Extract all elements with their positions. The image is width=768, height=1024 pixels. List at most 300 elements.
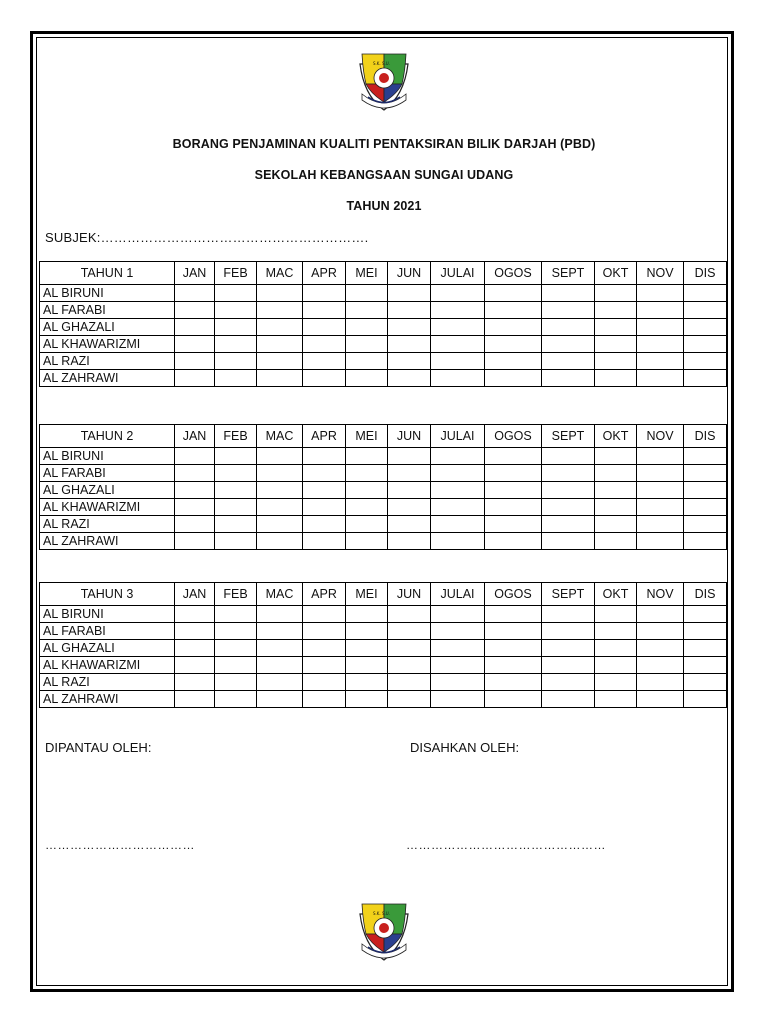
table-row: [40, 353, 727, 370]
table-header-row: [40, 583, 727, 606]
month-cell[interactable]: [346, 465, 388, 482]
month-cell[interactable]: [303, 606, 346, 623]
class-name-cell: AL GHAZALI: [40, 482, 175, 499]
month-cell[interactable]: [215, 370, 257, 387]
month-cell[interactable]: [684, 499, 727, 516]
month-cell[interactable]: [431, 448, 485, 465]
month-cell[interactable]: [637, 499, 684, 516]
month-cell[interactable]: [542, 499, 595, 516]
month-cell[interactable]: [485, 285, 542, 302]
month-cell[interactable]: [637, 674, 684, 691]
month-cell[interactable]: [431, 657, 485, 674]
year-title: TAHUN 2021: [346, 199, 422, 213]
month-cell[interactable]: [485, 691, 542, 708]
month-cell[interactable]: [542, 674, 595, 691]
school-crest-icon: [354, 50, 414, 116]
table-row: [40, 606, 727, 623]
month-cell[interactable]: [542, 302, 595, 319]
month-cell[interactable]: [684, 353, 727, 370]
month-cell[interactable]: [485, 533, 542, 550]
month-cell[interactable]: [388, 285, 431, 302]
class-name-cell: AL ZAHRAWI: [40, 533, 175, 550]
year-header: TAHUN 2: [40, 425, 175, 448]
month-cell[interactable]: [346, 353, 388, 370]
month-cell[interactable]: [257, 533, 303, 550]
month-cell[interactable]: [346, 533, 388, 550]
month-cell[interactable]: [595, 336, 637, 353]
month-cell[interactable]: [257, 285, 303, 302]
month-cell[interactable]: [595, 482, 637, 499]
month-cell[interactable]: [257, 691, 303, 708]
table-row: [40, 674, 727, 691]
month-cell[interactable]: [388, 448, 431, 465]
month-header: SEPT: [542, 425, 595, 448]
month-cell[interactable]: [431, 465, 485, 482]
month-cell[interactable]: [542, 533, 595, 550]
month-cell[interactable]: [684, 606, 727, 623]
crest-text: S.K. S.U.: [373, 911, 390, 916]
month-cell[interactable]: [303, 623, 346, 640]
month-cell[interactable]: [431, 499, 485, 516]
month-cell[interactable]: [303, 370, 346, 387]
month-header: MAC: [257, 425, 303, 448]
month-cell[interactable]: [637, 606, 684, 623]
month-cell[interactable]: [485, 606, 542, 623]
month-cell[interactable]: [388, 691, 431, 708]
month-cell[interactable]: [684, 657, 727, 674]
month-cell[interactable]: [388, 302, 431, 319]
month-cell[interactable]: [257, 336, 303, 353]
month-cell[interactable]: [346, 482, 388, 499]
month-cell[interactable]: [175, 623, 215, 640]
month-cell[interactable]: [303, 336, 346, 353]
table-row: [40, 640, 727, 657]
table-row: [40, 482, 727, 499]
month-cell[interactable]: [257, 302, 303, 319]
month-cell[interactable]: [595, 285, 637, 302]
month-cell[interactable]: [485, 336, 542, 353]
month-cell[interactable]: [637, 482, 684, 499]
month-cell[interactable]: [388, 482, 431, 499]
month-cell[interactable]: [485, 674, 542, 691]
month-cell[interactable]: [595, 657, 637, 674]
month-cell[interactable]: [215, 533, 257, 550]
month-cell[interactable]: [637, 657, 684, 674]
month-cell[interactable]: [485, 499, 542, 516]
month-header: SEPT: [542, 583, 595, 606]
month-cell[interactable]: [637, 285, 684, 302]
month-cell[interactable]: [485, 657, 542, 674]
month-header: OKT: [595, 262, 637, 285]
month-cell[interactable]: [485, 353, 542, 370]
month-cell[interactable]: [431, 533, 485, 550]
table-row: [40, 448, 727, 465]
month-cell[interactable]: [431, 482, 485, 499]
month-cell[interactable]: [637, 640, 684, 657]
month-cell[interactable]: [215, 657, 257, 674]
table-row: [40, 516, 727, 533]
month-header: APR: [303, 583, 346, 606]
month-cell[interactable]: [595, 448, 637, 465]
month-cell[interactable]: [388, 499, 431, 516]
month-cell[interactable]: [485, 482, 542, 499]
month-header: OGOS: [485, 583, 542, 606]
month-cell[interactable]: [431, 285, 485, 302]
month-cell[interactable]: [637, 319, 684, 336]
month-cell[interactable]: [215, 319, 257, 336]
month-cell[interactable]: [637, 465, 684, 482]
month-cell[interactable]: [637, 370, 684, 387]
month-header: OGOS: [485, 425, 542, 448]
month-header: FEB: [215, 583, 257, 606]
month-cell[interactable]: [215, 448, 257, 465]
month-cell[interactable]: [595, 640, 637, 657]
table-row: [40, 691, 727, 708]
month-cell[interactable]: [684, 302, 727, 319]
month-cell[interactable]: [542, 482, 595, 499]
month-cell[interactable]: [303, 640, 346, 657]
month-cell[interactable]: [303, 285, 346, 302]
month-cell[interactable]: [215, 516, 257, 533]
month-cell[interactable]: [431, 623, 485, 640]
month-cell[interactable]: [303, 533, 346, 550]
month-cell[interactable]: [175, 606, 215, 623]
month-header: JAN: [175, 425, 215, 448]
month-cell[interactable]: [257, 319, 303, 336]
school-name: SEKOLAH KEBANGSAAN SUNGAI UDANG: [254, 168, 514, 182]
class-name-cell: AL BIRUNI: [40, 448, 175, 465]
month-header: SEPT: [542, 262, 595, 285]
month-cell[interactable]: [175, 319, 215, 336]
month-cell[interactable]: [215, 285, 257, 302]
month-cell[interactable]: [346, 606, 388, 623]
table-row: [40, 370, 727, 387]
month-cell[interactable]: [175, 516, 215, 533]
month-cell[interactable]: [215, 623, 257, 640]
month-cell[interactable]: [684, 516, 727, 533]
month-cell[interactable]: [684, 533, 727, 550]
month-cell[interactable]: [175, 448, 215, 465]
month-cell[interactable]: [388, 606, 431, 623]
month-cell[interactable]: [346, 674, 388, 691]
month-cell[interactable]: [303, 674, 346, 691]
month-header: JULAI: [431, 262, 485, 285]
month-cell[interactable]: [485, 623, 542, 640]
month-cell[interactable]: [388, 657, 431, 674]
table-row: [40, 285, 727, 302]
month-cell[interactable]: [257, 606, 303, 623]
month-cell[interactable]: [257, 657, 303, 674]
table-row: [40, 623, 727, 640]
month-cell[interactable]: [431, 674, 485, 691]
month-cell[interactable]: [346, 285, 388, 302]
month-cell[interactable]: [346, 336, 388, 353]
month-cell[interactable]: [431, 319, 485, 336]
month-cell[interactable]: [175, 533, 215, 550]
month-header: JUN: [388, 262, 431, 285]
month-cell[interactable]: [684, 691, 727, 708]
month-header: NOV: [637, 583, 684, 606]
month-cell[interactable]: [175, 482, 215, 499]
month-cell[interactable]: [637, 691, 684, 708]
month-cell[interactable]: [346, 319, 388, 336]
month-header: JUN: [388, 425, 431, 448]
month-cell[interactable]: [257, 516, 303, 533]
month-cell[interactable]: [595, 370, 637, 387]
month-cell[interactable]: [595, 353, 637, 370]
approved-by-signature-line: …………………………………………: [406, 838, 606, 852]
month-cell[interactable]: [595, 319, 637, 336]
month-cell[interactable]: [595, 465, 637, 482]
month-header: DIS: [684, 262, 727, 285]
month-cell[interactable]: [257, 370, 303, 387]
month-cell[interactable]: [303, 482, 346, 499]
month-cell[interactable]: [485, 448, 542, 465]
month-cell[interactable]: [388, 336, 431, 353]
month-cell[interactable]: [431, 302, 485, 319]
month-cell[interactable]: [215, 482, 257, 499]
class-name-cell: AL ZAHRAWI: [40, 691, 175, 708]
month-cell[interactable]: [431, 640, 485, 657]
month-cell[interactable]: [175, 691, 215, 708]
month-cell[interactable]: [431, 691, 485, 708]
class-name-cell: AL KHAWARIZMI: [40, 657, 175, 674]
month-cell[interactable]: [175, 640, 215, 657]
month-cell[interactable]: [257, 674, 303, 691]
month-header: MEI: [346, 425, 388, 448]
month-cell[interactable]: [637, 448, 684, 465]
month-cell[interactable]: [346, 657, 388, 674]
class-name-cell: AL GHAZALI: [40, 319, 175, 336]
month-cell[interactable]: [388, 674, 431, 691]
month-header: JAN: [175, 262, 215, 285]
month-cell[interactable]: [257, 499, 303, 516]
table-row: [40, 465, 727, 482]
month-cell[interactable]: [346, 448, 388, 465]
month-cell[interactable]: [684, 319, 727, 336]
month-cell[interactable]: [637, 623, 684, 640]
month-cell[interactable]: [637, 336, 684, 353]
table-tahun-2: [39, 424, 727, 550]
table-tahun-1: [39, 261, 727, 387]
month-cell[interactable]: [542, 353, 595, 370]
month-cell[interactable]: [542, 606, 595, 623]
class-name-cell: AL KHAWARIZMI: [40, 499, 175, 516]
month-cell[interactable]: [485, 516, 542, 533]
month-cell[interactable]: [175, 336, 215, 353]
month-cell[interactable]: [542, 448, 595, 465]
class-name-cell: AL RAZI: [40, 674, 175, 691]
month-cell[interactable]: [595, 533, 637, 550]
month-cell[interactable]: [595, 674, 637, 691]
month-header: DIS: [684, 583, 727, 606]
month-cell[interactable]: [303, 465, 346, 482]
month-cell[interactable]: [303, 516, 346, 533]
month-cell[interactable]: [215, 353, 257, 370]
table-row: [40, 319, 727, 336]
month-cell[interactable]: [215, 336, 257, 353]
month-cell[interactable]: [595, 499, 637, 516]
month-cell[interactable]: [431, 336, 485, 353]
year-header: TAHUN 3: [40, 583, 175, 606]
month-cell[interactable]: [595, 302, 637, 319]
month-cell[interactable]: [346, 370, 388, 387]
month-header: MAC: [257, 262, 303, 285]
class-name-cell: AL FARABI: [40, 465, 175, 482]
month-header: OKT: [595, 583, 637, 606]
month-cell[interactable]: [637, 353, 684, 370]
class-name-cell: AL BIRUNI: [40, 285, 175, 302]
month-cell[interactable]: [431, 370, 485, 387]
class-name-cell: AL ZAHRAWI: [40, 370, 175, 387]
school-crest-icon: [354, 900, 414, 966]
month-header: FEB: [215, 425, 257, 448]
month-cell[interactable]: [388, 640, 431, 657]
month-header: DIS: [684, 425, 727, 448]
month-cell[interactable]: [175, 285, 215, 302]
month-cell[interactable]: [684, 448, 727, 465]
month-cell[interactable]: [542, 623, 595, 640]
monitored-by-label: DIPANTAU OLEH:: [45, 740, 152, 755]
month-cell[interactable]: [485, 465, 542, 482]
month-cell[interactable]: [542, 465, 595, 482]
table-header-row: [40, 262, 727, 285]
month-header: JUN: [388, 583, 431, 606]
month-cell[interactable]: [215, 674, 257, 691]
month-cell[interactable]: [346, 640, 388, 657]
month-cell[interactable]: [257, 353, 303, 370]
month-cell[interactable]: [175, 657, 215, 674]
month-header: JAN: [175, 583, 215, 606]
month-cell[interactable]: [388, 533, 431, 550]
month-cell[interactable]: [215, 606, 257, 623]
month-cell[interactable]: [388, 516, 431, 533]
month-cell[interactable]: [431, 353, 485, 370]
month-cell[interactable]: [542, 640, 595, 657]
subject-field: SUBJEK:…………………………………………………….: [45, 230, 369, 245]
month-cell[interactable]: [542, 285, 595, 302]
month-cell[interactable]: [303, 691, 346, 708]
month-cell[interactable]: [485, 319, 542, 336]
month-cell[interactable]: [257, 640, 303, 657]
month-cell[interactable]: [388, 465, 431, 482]
month-cell[interactable]: [542, 657, 595, 674]
month-cell[interactable]: [215, 691, 257, 708]
month-cell[interactable]: [431, 516, 485, 533]
year-header: TAHUN 1: [40, 262, 175, 285]
month-cell[interactable]: [175, 674, 215, 691]
month-header: APR: [303, 425, 346, 448]
month-cell[interactable]: [303, 448, 346, 465]
month-cell[interactable]: [175, 370, 215, 387]
month-cell[interactable]: [595, 606, 637, 623]
month-cell[interactable]: [431, 606, 485, 623]
month-cell[interactable]: [542, 319, 595, 336]
month-cell[interactable]: [684, 640, 727, 657]
class-name-cell: AL FARABI: [40, 302, 175, 319]
month-cell[interactable]: [215, 465, 257, 482]
month-cell[interactable]: [346, 302, 388, 319]
month-cell[interactable]: [684, 285, 727, 302]
month-cell[interactable]: [388, 623, 431, 640]
month-cell[interactable]: [485, 370, 542, 387]
month-header: OKT: [595, 425, 637, 448]
table-row: [40, 657, 727, 674]
month-cell[interactable]: [542, 336, 595, 353]
month-cell[interactable]: [175, 465, 215, 482]
month-cell[interactable]: [684, 482, 727, 499]
class-name-cell: AL KHAWARIZMI: [40, 336, 175, 353]
approved-by-label: DISAHKAN OLEH:: [410, 740, 520, 755]
month-cell[interactable]: [684, 465, 727, 482]
month-cell[interactable]: [303, 657, 346, 674]
class-name-cell: AL FARABI: [40, 623, 175, 640]
table-header-row: [40, 425, 727, 448]
month-cell[interactable]: [175, 302, 215, 319]
month-cell[interactable]: [303, 319, 346, 336]
month-header: NOV: [637, 262, 684, 285]
month-cell[interactable]: [542, 516, 595, 533]
month-cell[interactable]: [257, 482, 303, 499]
month-header: JULAI: [431, 583, 485, 606]
month-cell[interactable]: [684, 623, 727, 640]
month-cell[interactable]: [388, 370, 431, 387]
month-cell[interactable]: [485, 640, 542, 657]
month-cell[interactable]: [595, 623, 637, 640]
month-cell[interactable]: [684, 336, 727, 353]
month-cell[interactable]: [257, 465, 303, 482]
month-cell[interactable]: [388, 353, 431, 370]
month-cell[interactable]: [303, 499, 346, 516]
month-cell[interactable]: [346, 623, 388, 640]
month-header: MEI: [346, 583, 388, 606]
month-cell[interactable]: [346, 691, 388, 708]
month-cell[interactable]: [215, 302, 257, 319]
month-cell[interactable]: [595, 516, 637, 533]
month-cell[interactable]: [215, 640, 257, 657]
month-cell[interactable]: [542, 370, 595, 387]
month-cell[interactable]: [542, 691, 595, 708]
month-cell[interactable]: [388, 319, 431, 336]
month-cell[interactable]: [175, 353, 215, 370]
month-cell[interactable]: [257, 448, 303, 465]
month-cell[interactable]: [485, 302, 542, 319]
table-row: [40, 533, 727, 550]
table-row: [40, 302, 727, 319]
month-cell[interactable]: [637, 516, 684, 533]
table-row: [40, 336, 727, 353]
table-tahun-3: [39, 582, 727, 708]
month-cell[interactable]: [637, 533, 684, 550]
month-cell[interactable]: [637, 302, 684, 319]
month-header: MAC: [257, 583, 303, 606]
month-header: FEB: [215, 262, 257, 285]
monitored-by-signature-line: ………………………………: [45, 838, 195, 852]
month-cell[interactable]: [346, 499, 388, 516]
month-header: OGOS: [485, 262, 542, 285]
month-cell[interactable]: [215, 499, 257, 516]
month-cell[interactable]: [303, 302, 346, 319]
month-cell[interactable]: [684, 674, 727, 691]
month-header: JULAI: [431, 425, 485, 448]
month-cell[interactable]: [257, 623, 303, 640]
form-title: BORANG PENJAMINAN KUALITI PENTAKSIRAN BILIK DARJAH (PBD): [172, 137, 596, 151]
month-cell[interactable]: [684, 370, 727, 387]
month-cell[interactable]: [346, 516, 388, 533]
month-cell[interactable]: [175, 499, 215, 516]
month-cell[interactable]: [595, 691, 637, 708]
month-cell[interactable]: [303, 353, 346, 370]
